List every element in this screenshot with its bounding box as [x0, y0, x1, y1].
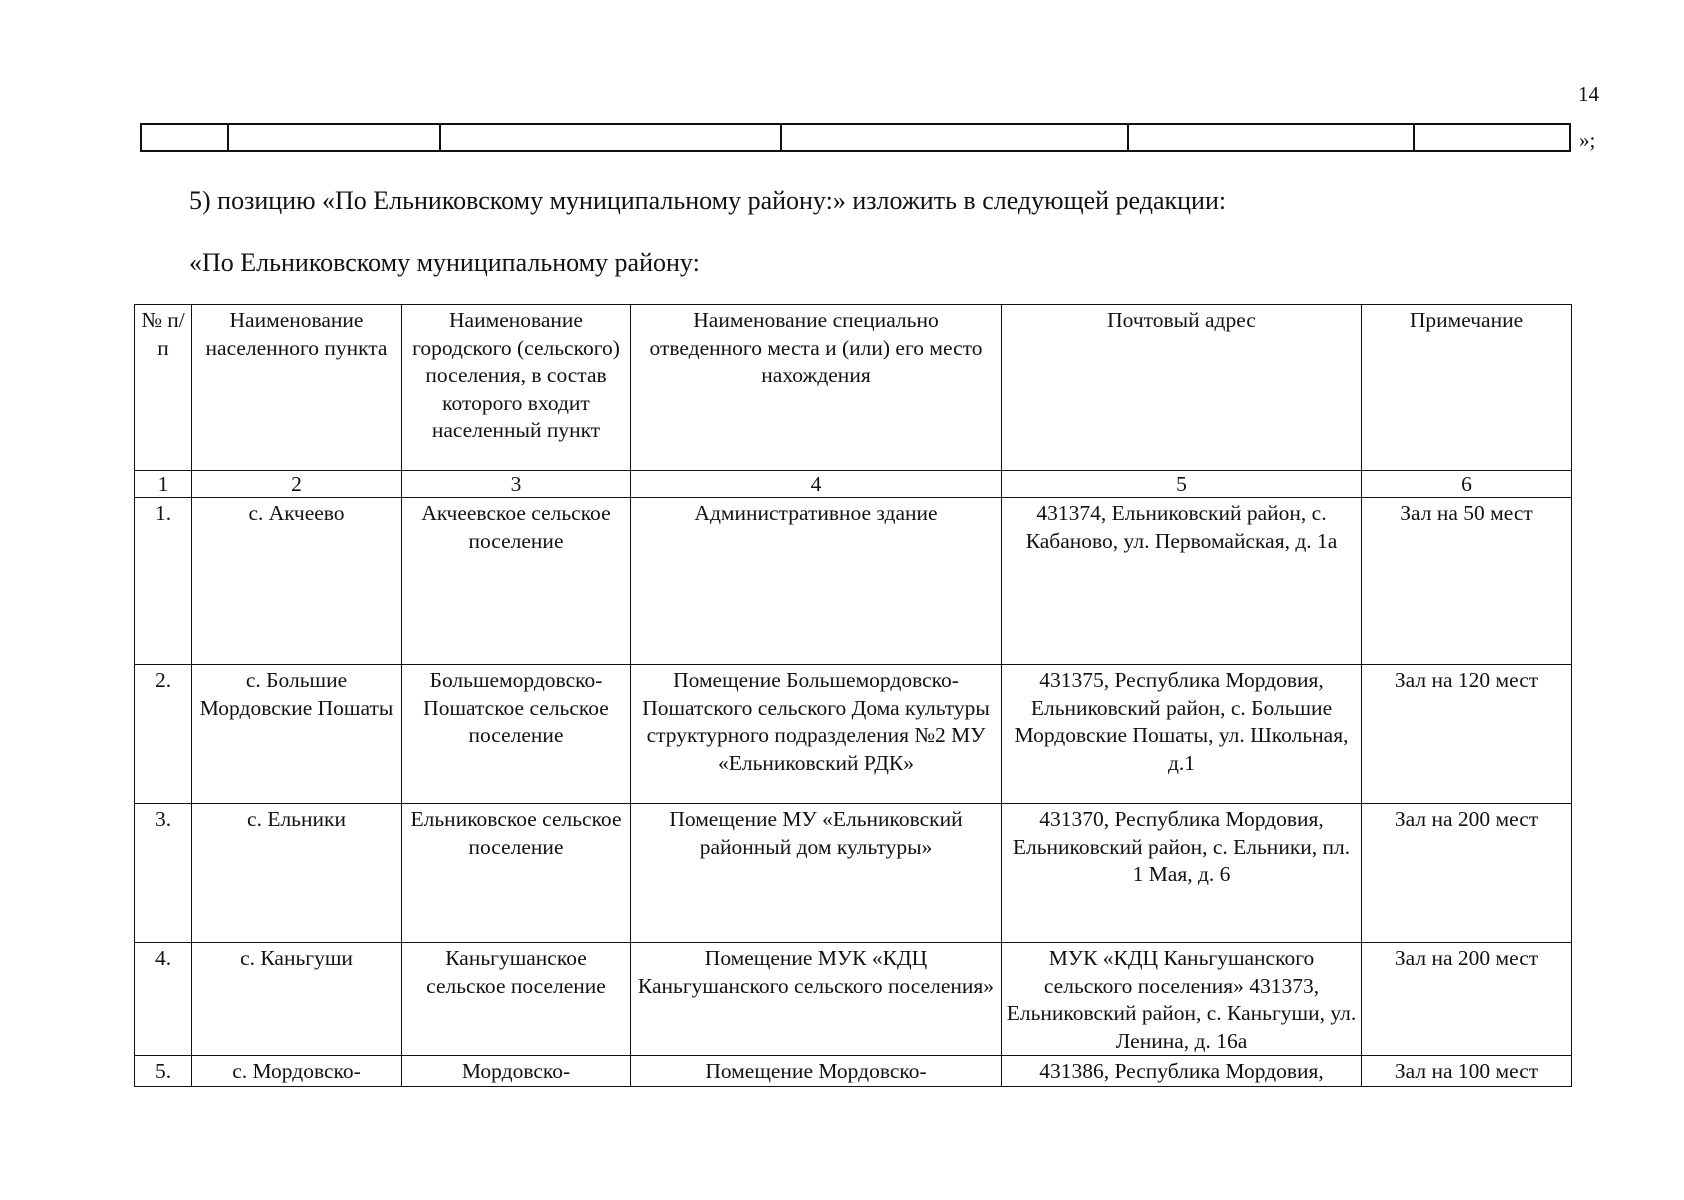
- empty-cell: [781, 124, 1128, 151]
- column-number: 4: [631, 471, 1002, 498]
- municipality-cell: Мордовско-: [402, 1056, 631, 1087]
- address-cell: 431386, Республика Мордовия,: [1002, 1056, 1362, 1087]
- header-settlement: Наименование населенного пункта: [192, 305, 402, 471]
- address-cell: 431375, Республика Мордовия, Ельниковский район, с. Большие Мордовские Пошаты, ул. Школьная, д.1: [1002, 665, 1362, 804]
- header-location: Наименование специально отведенного места и (или) его место нахождения: [631, 305, 1002, 471]
- note-cell: Зал на 50 мест: [1362, 498, 1572, 665]
- empty-table-row: [141, 124, 1570, 151]
- address-cell: МУК «КДЦ Каньгушанского сельского поселения» 431373, Ельниковский район, с. Каньгуши, ул. Ленина, д. 16а: [1002, 943, 1362, 1056]
- location-cell: Помещение Мордовско-: [631, 1056, 1002, 1087]
- table-row: [135, 498, 1572, 665]
- municipality-cell: Каньгушанское сельское поселение: [402, 943, 631, 1056]
- table-row: [135, 1056, 1572, 1087]
- empty-cell: [141, 124, 228, 151]
- address-cell: 431374, Ельниковский район, с. Кабаново, ул. Первомайская, д. 1а: [1002, 498, 1362, 665]
- row-number: 1.: [135, 498, 192, 665]
- empty-cell: [1128, 124, 1415, 151]
- empty-cell: [440, 124, 781, 151]
- location-cell: Помещение МУК «КДЦ Каньгушанского сельского поселения»: [631, 943, 1002, 1056]
- empty-cell: [1414, 124, 1570, 151]
- note-cell: Зал на 100 мест: [1362, 1056, 1572, 1087]
- settlement-cell: с. Ельники: [192, 804, 402, 943]
- page-number: 14: [1578, 82, 1599, 106]
- amendment-paragraph: 5) позицию «По Ельниковскому муниципальному району:» изложить в следующей редакции:: [189, 186, 1227, 215]
- row-number: 5.: [135, 1056, 192, 1087]
- row-number: 3.: [135, 804, 192, 943]
- location-cell: Помещение Большемордовско-Пошатского сельского Дома культуры структурного подразделения №2 МУ «Ельниковский РДК»: [631, 665, 1002, 804]
- empty-cell: [228, 124, 441, 151]
- table-row: [135, 804, 1572, 943]
- settlement-cell: с. Мордовско-: [192, 1056, 402, 1087]
- table-row: [135, 943, 1572, 1056]
- municipality-cell: Акчеевское сельское поселение: [402, 498, 631, 665]
- settlement-cell: с. Каньгуши: [192, 943, 402, 1056]
- column-number-row: [135, 471, 1572, 498]
- location-cell: Помещение МУ «Ельниковский районный дом культуры»: [631, 804, 1002, 943]
- note-cell: Зал на 120 мест: [1362, 665, 1572, 804]
- previous-table-fragment: [140, 123, 1571, 152]
- column-number: 2: [192, 471, 402, 498]
- district-heading: «По Ельниковскому муниципальному району:: [189, 248, 700, 277]
- settlement-cell: с. Большие Мордовские Пошаты: [192, 665, 402, 804]
- header-note: Примечание: [1362, 305, 1572, 471]
- address-cell: 431370, Республика Мордовия, Ельниковский район, с. Ельники, пл. 1 Мая, д. 6: [1002, 804, 1362, 943]
- municipality-cell: Ельниковское сельское поселение: [402, 804, 631, 943]
- column-number: 1: [135, 471, 192, 498]
- polling-places-table: [134, 304, 1572, 1087]
- row-number: 2.: [135, 665, 192, 804]
- closing-mark: »;: [1579, 128, 1596, 152]
- column-number: 6: [1362, 471, 1572, 498]
- row-number: 4.: [135, 943, 192, 1056]
- header-municipality: Наименование городского (сельского) поселения, в состав которого входит населенный пункт: [402, 305, 631, 471]
- municipality-cell: Большемордовско-Пошатское сельское поселение: [402, 665, 631, 804]
- column-number: 3: [402, 471, 631, 498]
- table-row: [135, 665, 1572, 804]
- location-cell: Административное здание: [631, 498, 1002, 665]
- settlement-cell: с. Акчеево: [192, 498, 402, 665]
- note-cell: Зал на 200 мест: [1362, 943, 1572, 1056]
- header-address: Почтовый адрес: [1002, 305, 1362, 471]
- table-header-row: [135, 305, 1572, 471]
- header-number: № п/п: [135, 305, 192, 471]
- note-cell: Зал на 200 мест: [1362, 804, 1572, 943]
- column-number: 5: [1002, 471, 1362, 498]
